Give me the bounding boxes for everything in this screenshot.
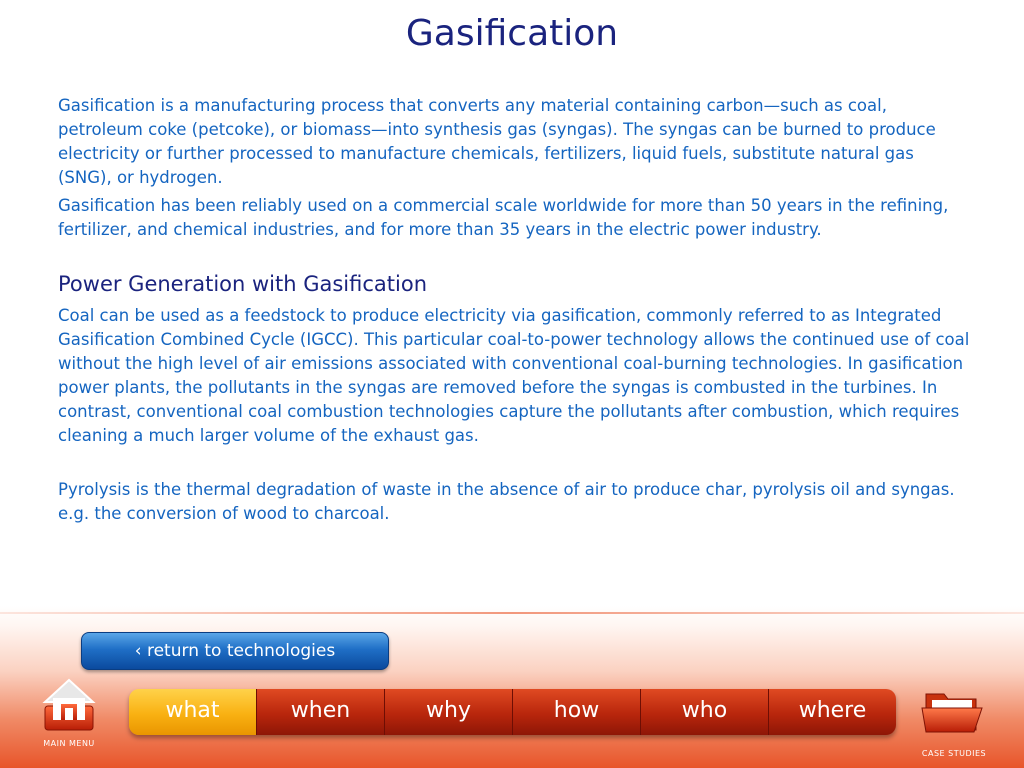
tab-when[interactable]: when (257, 689, 385, 735)
main-menu-label: MAIN MENU (43, 739, 95, 748)
section-paragraph-igcc: Coal can be used as a feedstock to produce electricity via gasification, commonly referred to as Integrated Gasification Combined Cycle (IGCC). This particular coal-to-power technology allows the continued use of coal without the high level of air emissions associated with conventional coal-burning technologies. In gasification power plants, the pollutants in the syngas are removed before the syngas is combusted in the turbines. In contrast, conventional coal combustion technologies capture the pollutants after combustion, which requires cleaning a much larger volume of the exhaust gas. (58, 306, 970, 445)
page-title: Gasification (405, 13, 619, 54)
return-to-technologies-button[interactable]: ‹ return to technologies (81, 632, 389, 670)
topic-tab-bar (129, 689, 896, 735)
tab-how[interactable]: how (513, 689, 641, 735)
intro-paragraph-2: Gasification has been reliably used on a commercial scale worldwide for more than 50 years in the refining, fertilizer, and chemical industries, and for more than 35 years in the electric power industry. (58, 196, 949, 239)
intro-paragraph-1: Gasification is a manufacturing process that converts any material containing carbon—such as coal, petroleum coke (petcoke), or biomass—into synthesis gas (syngas). The syngas can be burned to produce electricity or further processed to manufacture chemicals, fertilizers, liquid fuels, substitute natural gas (SNG), or hydrogen. (58, 96, 936, 187)
section-paragraph-pyrolysis: Pyrolysis is the thermal degradation of waste in the absence of air to produce char, pyrolysis oil and syngas. e.g. the conversion of wood to charcoal. (58, 480, 955, 523)
tab-why[interactable]: why (385, 689, 513, 735)
footer-divider (0, 612, 1024, 614)
section-heading: Power Generation with Gasification (58, 272, 428, 296)
case-studies-label: CASE STUDIES (921, 749, 987, 758)
folder-icon (908, 686, 1000, 738)
case-studies-button[interactable] (908, 686, 1000, 758)
main-content (58, 94, 970, 530)
tab-what[interactable]: what (129, 689, 257, 735)
tab-where[interactable]: where (769, 689, 896, 735)
main-menu-button[interactable] (23, 676, 115, 748)
footer-background (0, 606, 1024, 768)
home-icon (23, 676, 115, 736)
tab-who[interactable]: who (641, 689, 769, 735)
